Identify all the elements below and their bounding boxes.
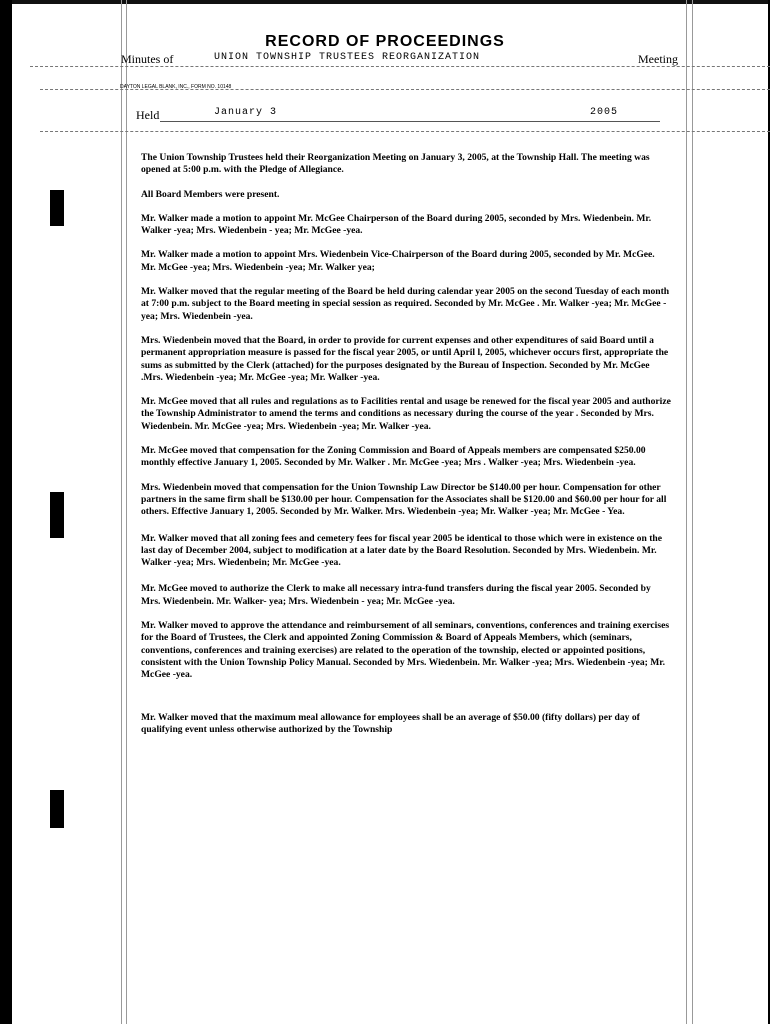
paragraph: Mr. Walker moved that the regular meeting of the Board be held during calendar year 2005 on the second Tuesday of each month at 7:00 p.m. subject to the Board meeting in special session as required. Seconded by Mr. McGee . Mr. Walker -yea; Mr. McGee - yea; Mrs. Wiedenbein -yea.: [141, 286, 670, 322]
paragraph: Mrs. Wiedenbein moved that the Board, in order to provide for current expenses and other expenditures of said Board until a permanent appropriation measure is passed for the fiscal year 2005, or until April l, 2005, whichever occurs first, appropriate the sums as submitted by the Clerk (attached) for the purposes designated by the Bureau of Inspection. Seconded by Mr. McGee .Mrs. Wiedenbein -yea; Mr. McGee -yea; Mr. Walker -yea.: [141, 334, 669, 383]
form-note: DAYTON LEGAL BLANK, INC., FORM NO. 10148: [120, 84, 232, 90]
paragraph: Mr. Walker made a motion to appoint Mr. McGee Chairperson of the Board during 2005, seconded by Mrs. Wiedenbein. Mr. Walker -yea; Mrs. Wiedenbein - yea; Mr. McGee -yea.: [141, 212, 652, 237]
minutes-of-value: UNION TOWNSHIP TRUSTEES REORGANIZATION: [214, 52, 481, 63]
left-margin-rule: [126, 0, 127, 1024]
scan-edge-left: [0, 0, 12, 1024]
held-underline: [160, 121, 660, 122]
paragraph: The Union Township Trustees held their Reorganization Meeting on January 3, 2005, at the Township Hall. The meeting was opened at 5:00 p.m. with the Pledge of Allegiance.: [141, 152, 650, 176]
minutes-body: [141, 152, 671, 748]
held-year: 2005: [590, 107, 619, 118]
scan-edge-top: [0, 0, 770, 4]
paragraph: Mr. Walker moved that the maximum meal allowance for employees shall be an average of $50.00 (fifty dollars) per day of qualifying event unless otherwise authorized by the Township: [141, 711, 640, 735]
punch-hole-mark: [50, 190, 64, 226]
right-margin-rule: [686, 0, 687, 1024]
page-title: RECORD OF PROCEEDINGS: [265, 33, 505, 50]
right-margin-rule: [692, 0, 693, 1024]
punch-hole-mark: [50, 492, 64, 538]
minutes-of-label: Minutes of: [121, 52, 174, 66]
punch-hole-mark: [50, 790, 64, 828]
paragraph: Mr. Walker made a motion to appoint Mrs. Wiedenbein Vice-Chairperson of the Board during 2005, seconded by Mr. McGee. Mr. McGee -yea; Mrs. Wiedenbein -yea; Mr. Walker yea;: [141, 249, 655, 273]
held-label: Held: [136, 108, 160, 122]
paragraph: Mr. McGee moved that compensation for the Zoning Commission and Board of Appeals members are compensated $250.00 monthly effective January 1, 2005. Seconded by Mr. Walker . Mr. McGee -yea; Mrs . Walker -yea; Mrs. Wiedenbein -yea.: [141, 445, 646, 469]
paragraph: Mr. Walker moved to approve the attendance and reimbursement of all seminars, conventions, conferences and training exercises for the Board of Trustees, the Clerk and appointed Zoning Commission & Board of Appeals Members, which (seminars, conventions, conferences and training exercises) are related to the operation of the township, elected or appointed positions, consistent with the Union Township Policy Manual. Seconded by Mrs. Wiedenbein. Mr. Walker -yea; Mrs. Wiedenbein -yea; Mr. McGee -yea.: [141, 620, 670, 681]
paragraph: Mr. Walker moved that all zoning fees and cemetery fees for fiscal year 2005 be identical to those which were in existence on the last day of December 2004, subject to modification at a later date by the Board Resolution. Seconded by Mrs. Wiedenbein. Mr. Walker -yea; Mrs. Wiedenbein; Mr. McGee -yea.: [141, 532, 663, 569]
header-rule: [40, 89, 770, 90]
paragraph: Mr. McGee moved to authorize the Clerk to make all necessary intra-fund transfers during the fiscal year 2005. Seconded by Mrs. Wiedenbein. Mr. Walker- yea; Mrs. Wiedenbein - yea; Mr. McGee -yea.: [141, 583, 651, 607]
paragraph: All Board Members were present.: [141, 188, 280, 200]
paragraph: Mrs. Wiedenbein moved that compensation for the Union Township Law Director be $140.00 per hour. Compensation for other partners in the same firm shall be $130.00 per hour. Compensation for the Associates shall be $120.00 and $60.00 per hour for all others. Effective January 1, 2005. Seconded by Mr. Walker. Mrs. Wiedenbein -yea; Mr. Walker -yea; Mr. McGee - Yea.: [141, 481, 667, 518]
header-rule: [30, 66, 770, 67]
paragraph: Mr. McGee moved that all rules and regulations as to Facilities rental and usage be renewed for the fiscal year 2005 and authorize the Township Administrator to amend the terms and conditions as necessary during the course of the year . Seconded by Mrs. Wiedenbein. Mr. McGee -yea; Mrs. Wiedenbein -yea; Mr. Walker -yea.: [141, 396, 671, 432]
left-margin-rule: [121, 0, 122, 1024]
header-rule: [40, 131, 770, 132]
meeting-label: Meeting: [638, 52, 678, 66]
held-date: January 3: [214, 107, 278, 118]
